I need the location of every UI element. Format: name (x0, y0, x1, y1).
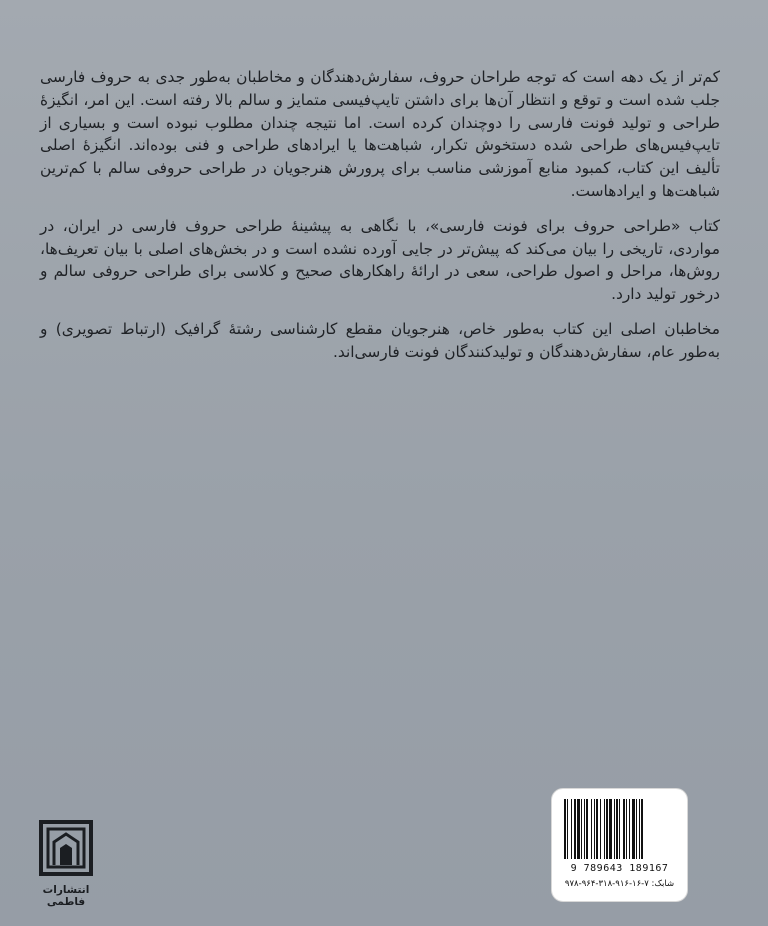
publisher-name: انتشارات فاطمی (42, 884, 90, 908)
isbn-number: شابک: ۷-۱۶-۹۱۶-۳۱۸-۹۶۴-۹۷۸ (564, 879, 675, 889)
paragraph-1: کم‌تر از یک دهه است که توجه طراحان حروف، سفارش‌دهندگان و مخاطبان به‌طور جدی به حروف فارسی جلب شده است و توقع و انتظار آن‌ها برای داشتن تایپ‌فیسی متمایز و سالم بالا رفته است. این امر، انگیزهٔ طراحی و تولید فونت فارسی را دوچندان کرده است. اما نتیجه چندان مطلوب نبوده است و بسیاری از تایپ‌فیس‌های طراحی شده دستخوش تکرار، شباهت‌ها یا ایرادهای طراحی و فنی بوده‌اند. انگیزهٔ اصلی تألیف این کتاب، کمبود منابع آموزشی مناسب برای پرورش هنرجویان در طراحی حروفی سالم با کم‌ترین شباهت‌ها و ایرادهاست. (40, 68, 720, 200)
barcode-icon (562, 799, 677, 861)
paragraph-3: مخاطبان اصلی این کتاب به‌طور خاص، هنرجویان مقطع کارشناسی رشتهٔ گرافیک (ارتباط تصویری) و به‌طور عام، سفارش‌دهندگان و تولیدکنندگان فونت فارسی‌اند. (40, 319, 720, 361)
paragraph-2: کتاب «طراحی حروف برای فونت فارسی»، با نگاهی به پیشینهٔ طراحی حروف فارسی در ایران، در مواردی، تاریخی را بیان می‌کند که پیش‌تر در جایی آورده نشده است و در بخش‌های اصلی با بیان تعریف‌ها، روش‌ها، مراحل و اصول طراحی، سعی در ارائهٔ راهکارهای صحیح و کلاسی برای طراحی حروفی سالم و درخور تولید دارد. (40, 216, 720, 304)
blurb-text (40, 66, 720, 376)
isbn-barcode-panel (551, 788, 688, 902)
publisher-logo (30, 818, 102, 908)
barcode-digits: 9 789643 189167 (570, 863, 669, 874)
fatemi-logo-icon (30, 818, 102, 880)
